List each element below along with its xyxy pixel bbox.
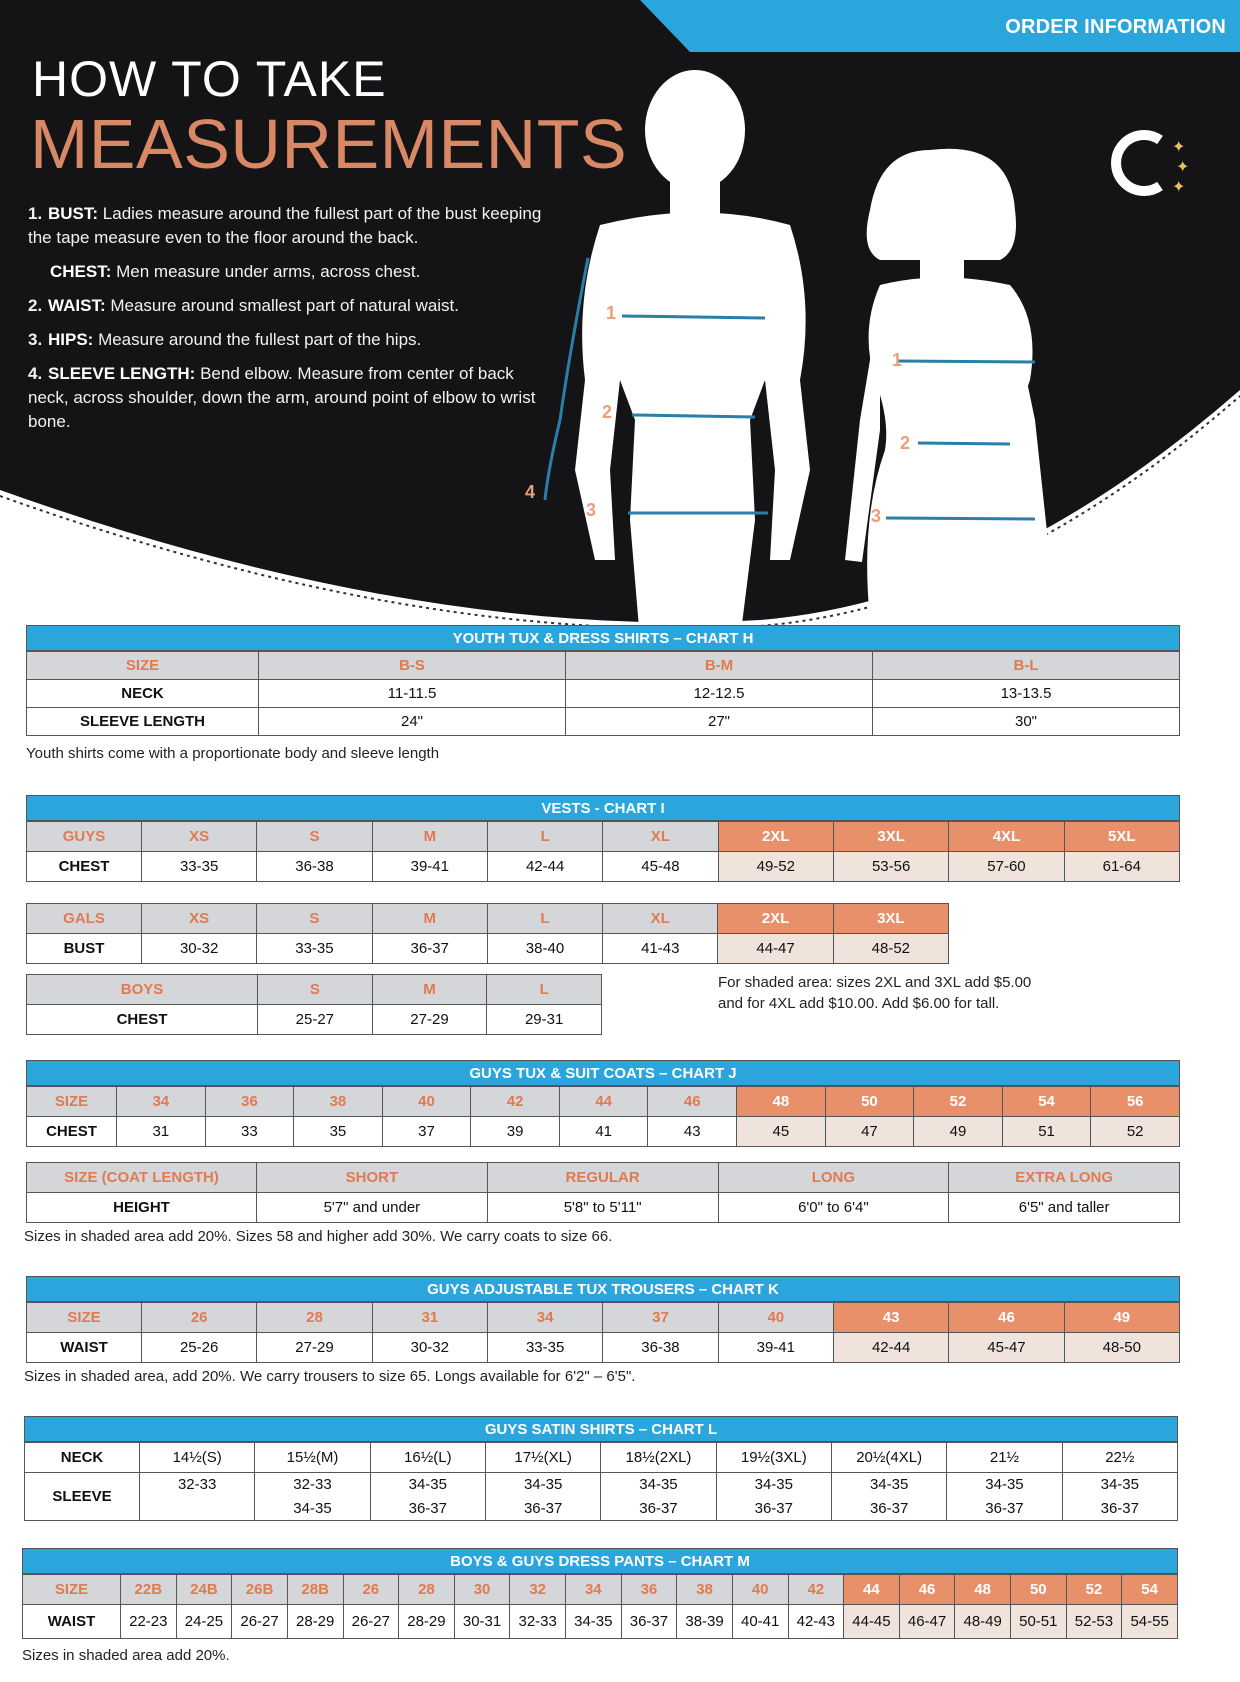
chart-i-boys-table [26, 974, 602, 1035]
instruction-sleeve: 4. SLEEVE LENGTH: Bend elbow. Measure from center of back neck, across shoulder, down the arm, around point of elbow to wrist bone. [28, 364, 536, 431]
female-marker-1: 1 [892, 350, 903, 370]
male-marker-2: 2 [602, 402, 613, 422]
chart-i-boys [26, 974, 602, 1035]
chart-j [26, 1060, 1180, 1147]
chart-l-table [24, 1442, 1178, 1521]
chart-h [26, 625, 1180, 736]
female-marker-3: 3 [871, 506, 882, 526]
chart-h-neck-row: NECK 11-11.5 12-12.5 13-13.5 [27, 680, 1180, 708]
chart-i-gals-header: GALS XS S M L XL 2XL 3XL [27, 904, 949, 934]
male-marker-4: 4 [525, 482, 536, 502]
chart-l-title: GUYS SATIN SHIRTS – CHART L [24, 1416, 1178, 1442]
male-marker-3: 3 [586, 500, 597, 520]
chart-i-gals-table [26, 903, 949, 964]
chart-j-length-table [26, 1162, 1180, 1223]
chart-j-header: SIZE 34 36 38 40 42 44 46 48 50 52 54 56 [27, 1087, 1180, 1117]
chart-j-row: CHEST 31 33 35 37 39 41 43 45 47 49 51 52 [27, 1117, 1180, 1147]
chart-i-gals [26, 903, 949, 964]
chart-i-boys-header: BOYS S M L [27, 975, 602, 1005]
svg-text:✦: ✦ [1172, 177, 1186, 196]
chart-h-table [26, 651, 1180, 736]
chart-k-title: GUYS ADJUSTABLE TUX TROUSERS – CHART K [26, 1276, 1180, 1302]
chart-k-note: Sizes in shaded area, add 20%. We carry trousers to size 65. Longs available for 6'2" – 6'5". [24, 1368, 636, 1385]
chart-i-title: VESTS - CHART I [26, 795, 1180, 821]
chart-k [26, 1276, 1180, 1363]
chart-m-header: SIZE 22B 24B 26B 28B 26 28 30 32 34 36 38 40 42 44 46 48 50 52 54 [23, 1575, 1178, 1605]
chart-j-length-row: HEIGHT 5'7" and under 5'8" to 5'11" 6'0" to 6'4" 6'5" and taller [27, 1193, 1180, 1223]
female-marker-2: 2 [900, 433, 911, 453]
page-title-line2: MEASUREMENTS [30, 105, 628, 183]
chart-i-note: For shaded area: sizes 2XL and 3XL add $5.00 and for 4XL add $10.00. Add $6.00 for tall. [718, 974, 1032, 1012]
chart-j-title: GUYS TUX & SUIT COATS – CHART J [26, 1060, 1180, 1086]
chart-h-note: Youth shirts come with a proportionate body and sleeve length [26, 745, 440, 762]
chart-h-header-row: SIZE B-S B-M B-L [27, 652, 1180, 680]
chart-k-header: SIZE 26 28 31 34 37 40 43 46 49 [27, 1303, 1180, 1333]
chart-i-guys-row: CHEST 33-35 36-38 39-41 42-44 45-48 49-52 53-56 57-60 61-64 [27, 852, 1180, 882]
chart-j-length-header: SIZE (COAT LENGTH) SHORT REGULAR LONG EXTRA LONG [27, 1163, 1180, 1193]
chart-i-guys-table [26, 821, 1180, 882]
chart-l-sleeve-row-b: 34-35 36-37 36-37 36-37 36-37 36-37 36-37 36-37 [25, 1497, 1178, 1521]
instruction-bust: 1. BUST: Ladies measure around the fullest part of the bust keeping the tape measure even to the floor around the back. [28, 204, 542, 247]
instruction-chest: CHEST: Men measure under arms, across chest. [50, 262, 421, 281]
hero-section [0, 0, 1240, 640]
chart-k-row: WAIST 25-26 27-29 30-32 33-35 36-38 39-41 42-44 45-47 48-50 [27, 1333, 1180, 1363]
chart-j-length [26, 1162, 1180, 1223]
chart-l [24, 1416, 1178, 1521]
male-marker-1: 1 [606, 303, 617, 323]
page-title-line1: HOW TO TAKE [32, 51, 387, 107]
chart-i-boys-row: CHEST 25-27 27-29 29-31 [27, 1005, 602, 1035]
chart-k-table [26, 1302, 1180, 1363]
chart-h-title: YOUTH TUX & DRESS SHIRTS – CHART H [26, 625, 1180, 651]
svg-text:✦: ✦ [1176, 157, 1190, 176]
chart-l-sleeve-row-a: SLEEVE 32-33 32-33 34-35 34-35 34-35 34-35 34-35 34-35 34-35 [25, 1473, 1178, 1497]
order-information-label: ORDER INFORMATION [1005, 16, 1226, 38]
chart-m-table [22, 1574, 1178, 1639]
chart-i [26, 795, 1180, 882]
chart-m-row: WAIST 22-23 24-25 26-27 28-29 26-27 28-29 30-31 32-33 34-35 36-37 38-39 40-41 42-43 44-45 46-47 48-49 50-51 52-53 54-55 [23, 1605, 1178, 1639]
chart-m-note: Sizes in shaded area add 20%. [22, 1647, 230, 1664]
chart-i-guys-header: GUYS XS S M L XL 2XL 3XL 4XL 5XL [27, 822, 1180, 852]
instruction-waist: 2. WAIST: Measure around smallest part of natural waist. [28, 296, 459, 315]
chart-m [22, 1548, 1178, 1639]
chart-m-title: BOYS & GUYS DRESS PANTS – CHART M [22, 1548, 1178, 1574]
chart-l-neck-row: NECK 14½(S) 15½(M) 16½(L) 17½(XL) 18½(2XL) 19½(3XL) 20½(4XL) 21½ 22½ [25, 1443, 1178, 1473]
instruction-hips: 3. HIPS: Measure around the fullest part of the hips. [28, 330, 422, 349]
chart-h-sleeve-row: SLEEVE LENGTH 24" 27" 30" [27, 708, 1180, 736]
chart-i-gals-row: BUST 30-32 33-35 36-37 38-40 41-43 44-47 48-52 [27, 934, 949, 964]
chart-j-note: Sizes in shaded area add 20%. Sizes 58 and higher add 30%. We carry coats to size 66. [24, 1228, 613, 1245]
svg-text:✦: ✦ [1172, 137, 1186, 156]
measurement-instructions [28, 202, 548, 444]
chart-j-table [26, 1086, 1180, 1147]
